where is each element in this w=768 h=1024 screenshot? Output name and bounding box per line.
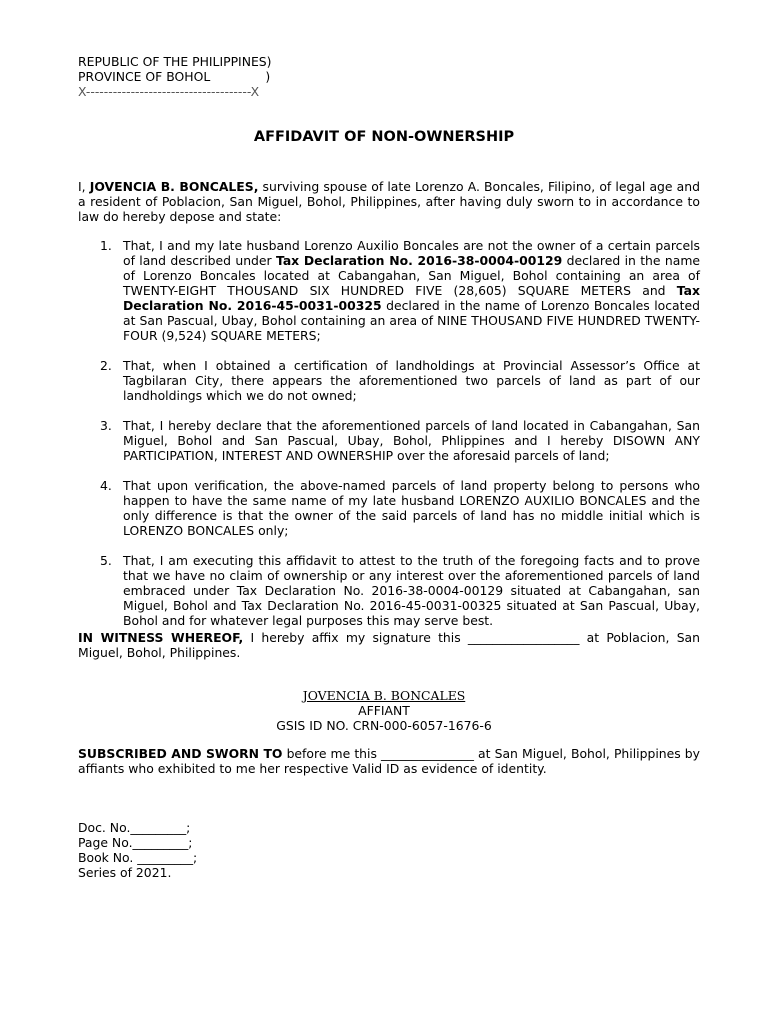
tax-declaration-2: Tax Declaration No. 2016-45-0031-00325 — [123, 283, 700, 313]
statement-item — [78, 358, 700, 403]
caption-separator: X-------------------------------------X — [78, 84, 260, 99]
doc-number: Doc. No._________; — [78, 820, 191, 835]
item-number: 4. — [100, 478, 112, 493]
statement-item — [78, 553, 700, 628]
item-text: declared in the name of Lorenzo Boncales located at Cabangahan, San Miguel, Bohol containing an area of TWENTY-EIGHT THOUSAND SIX HUNDRED FIVE (28,605) SQUARE METERS and — [123, 253, 701, 298]
item-number: 5. — [100, 553, 112, 568]
item-text: That, I and my late husband Lorenzo Auxilio Boncales are not the owner of a certain parcels of land described under — [123, 238, 700, 268]
item-text: That, when I obtained a certification of landholdings at Provincial Assessor’s Office at Tagbilaran City, there appears the aforementioned two parcels of land as part of our landholdings which we do not owned; — [123, 358, 700, 403]
jurat-heading: SUBSCRIBED AND SWORN TO — [78, 746, 283, 761]
item-number: 1. — [100, 238, 112, 253]
intro-prefix: I, — [78, 179, 90, 194]
notarial-reference — [78, 820, 197, 880]
caption-republic: REPUBLIC OF THE PHILIPPINES) — [78, 54, 272, 69]
statement-item — [78, 478, 700, 538]
statement-item — [78, 238, 700, 343]
witness-text: I hereby affix my signature this __________________ at Poblacion, San Miguel, Bohol, Philippines. — [78, 630, 701, 660]
book-number: Book No. _________; — [78, 850, 198, 865]
statement-item — [78, 418, 700, 463]
tax-declaration-1: Tax Declaration No. 2016-38-0004-00129 — [275, 253, 563, 268]
signatory-name: JOVENCIA B. BONCALES — [302, 688, 466, 703]
page-number: Page No._________; — [78, 835, 193, 850]
series-year: Series of 2021. — [78, 865, 172, 880]
caption-province: PROVINCE OF BOHOL ) — [78, 69, 271, 84]
jurat-paragraph — [78, 746, 700, 776]
signatory-role: AFFIANT — [358, 703, 410, 718]
item-text: declared in the name of Lorenzo Boncales located at San Pascual, Ubay, Bohol containing an area of NINE THOUSAND FIVE HUNDRED TWENTY-FOUR (9,524) SQUARE METERS; — [123, 298, 700, 343]
item-number: 3. — [100, 418, 112, 433]
jurat-text: before me this _______________ at San Miguel, Bohol, Philippines by affiants who exhibited to me her respective Valid ID as evidence of identity. — [78, 746, 700, 776]
intro-rest: surviving spouse of late Lorenzo A. Boncales, Filipino, of legal age and a resident of Poblacion, San Miguel, Bohol, Philippines, after having duly sworn to in accordance to law do hereby depose and state: — [78, 179, 700, 224]
statement-list — [78, 238, 700, 643]
witness-paragraph — [78, 630, 700, 660]
signatory-id: GSIS ID NO. CRN-000-6057-1676-6 — [276, 718, 492, 733]
document-title: AFFIDAVIT OF NON-OWNERSHIP — [253, 129, 515, 145]
affiant-name: JOVENCIA B. BONCALES, — [89, 179, 259, 194]
intro-paragraph — [78, 179, 700, 224]
item-text: That, I am executing this affidavit to attest to the truth of the foregoing facts and to prove that we have no claim of ownership or any interest over the aforementioned parcels of land embraced under Tax Declaration No. 2016-38-0004-00129 situated at Cabangahan, san Miguel, Bohol and Tax Declaration No. 2016-45-0031-00325 situated at San Pascual, Ubay, Bohol and for whatever legal purposes this may serve best. — [123, 553, 700, 628]
item-text: That, I hereby declare that the aforementioned parcels of land located in Cabangahan, San Miguel, Bohol and San Pascual, Ubay, Bohol, Phlippines and I hereby DISOWN ANY PARTICIPATION, INTEREST AND OWNERSHIP over the aforesaid parcels of land; — [123, 418, 700, 463]
venue-caption — [78, 54, 272, 99]
item-number: 2. — [100, 358, 112, 373]
item-text: That upon verification, the above-named parcels of land property belong to persons who happen to have the same name of my late husband LORENZO AUXILIO BONCALES and the only difference is that the owner of the said parcels of land has no middle initial which is LORENZO BONCALES only; — [123, 478, 700, 538]
witness-heading: IN WITNESS WHEREOF, — [78, 630, 244, 645]
